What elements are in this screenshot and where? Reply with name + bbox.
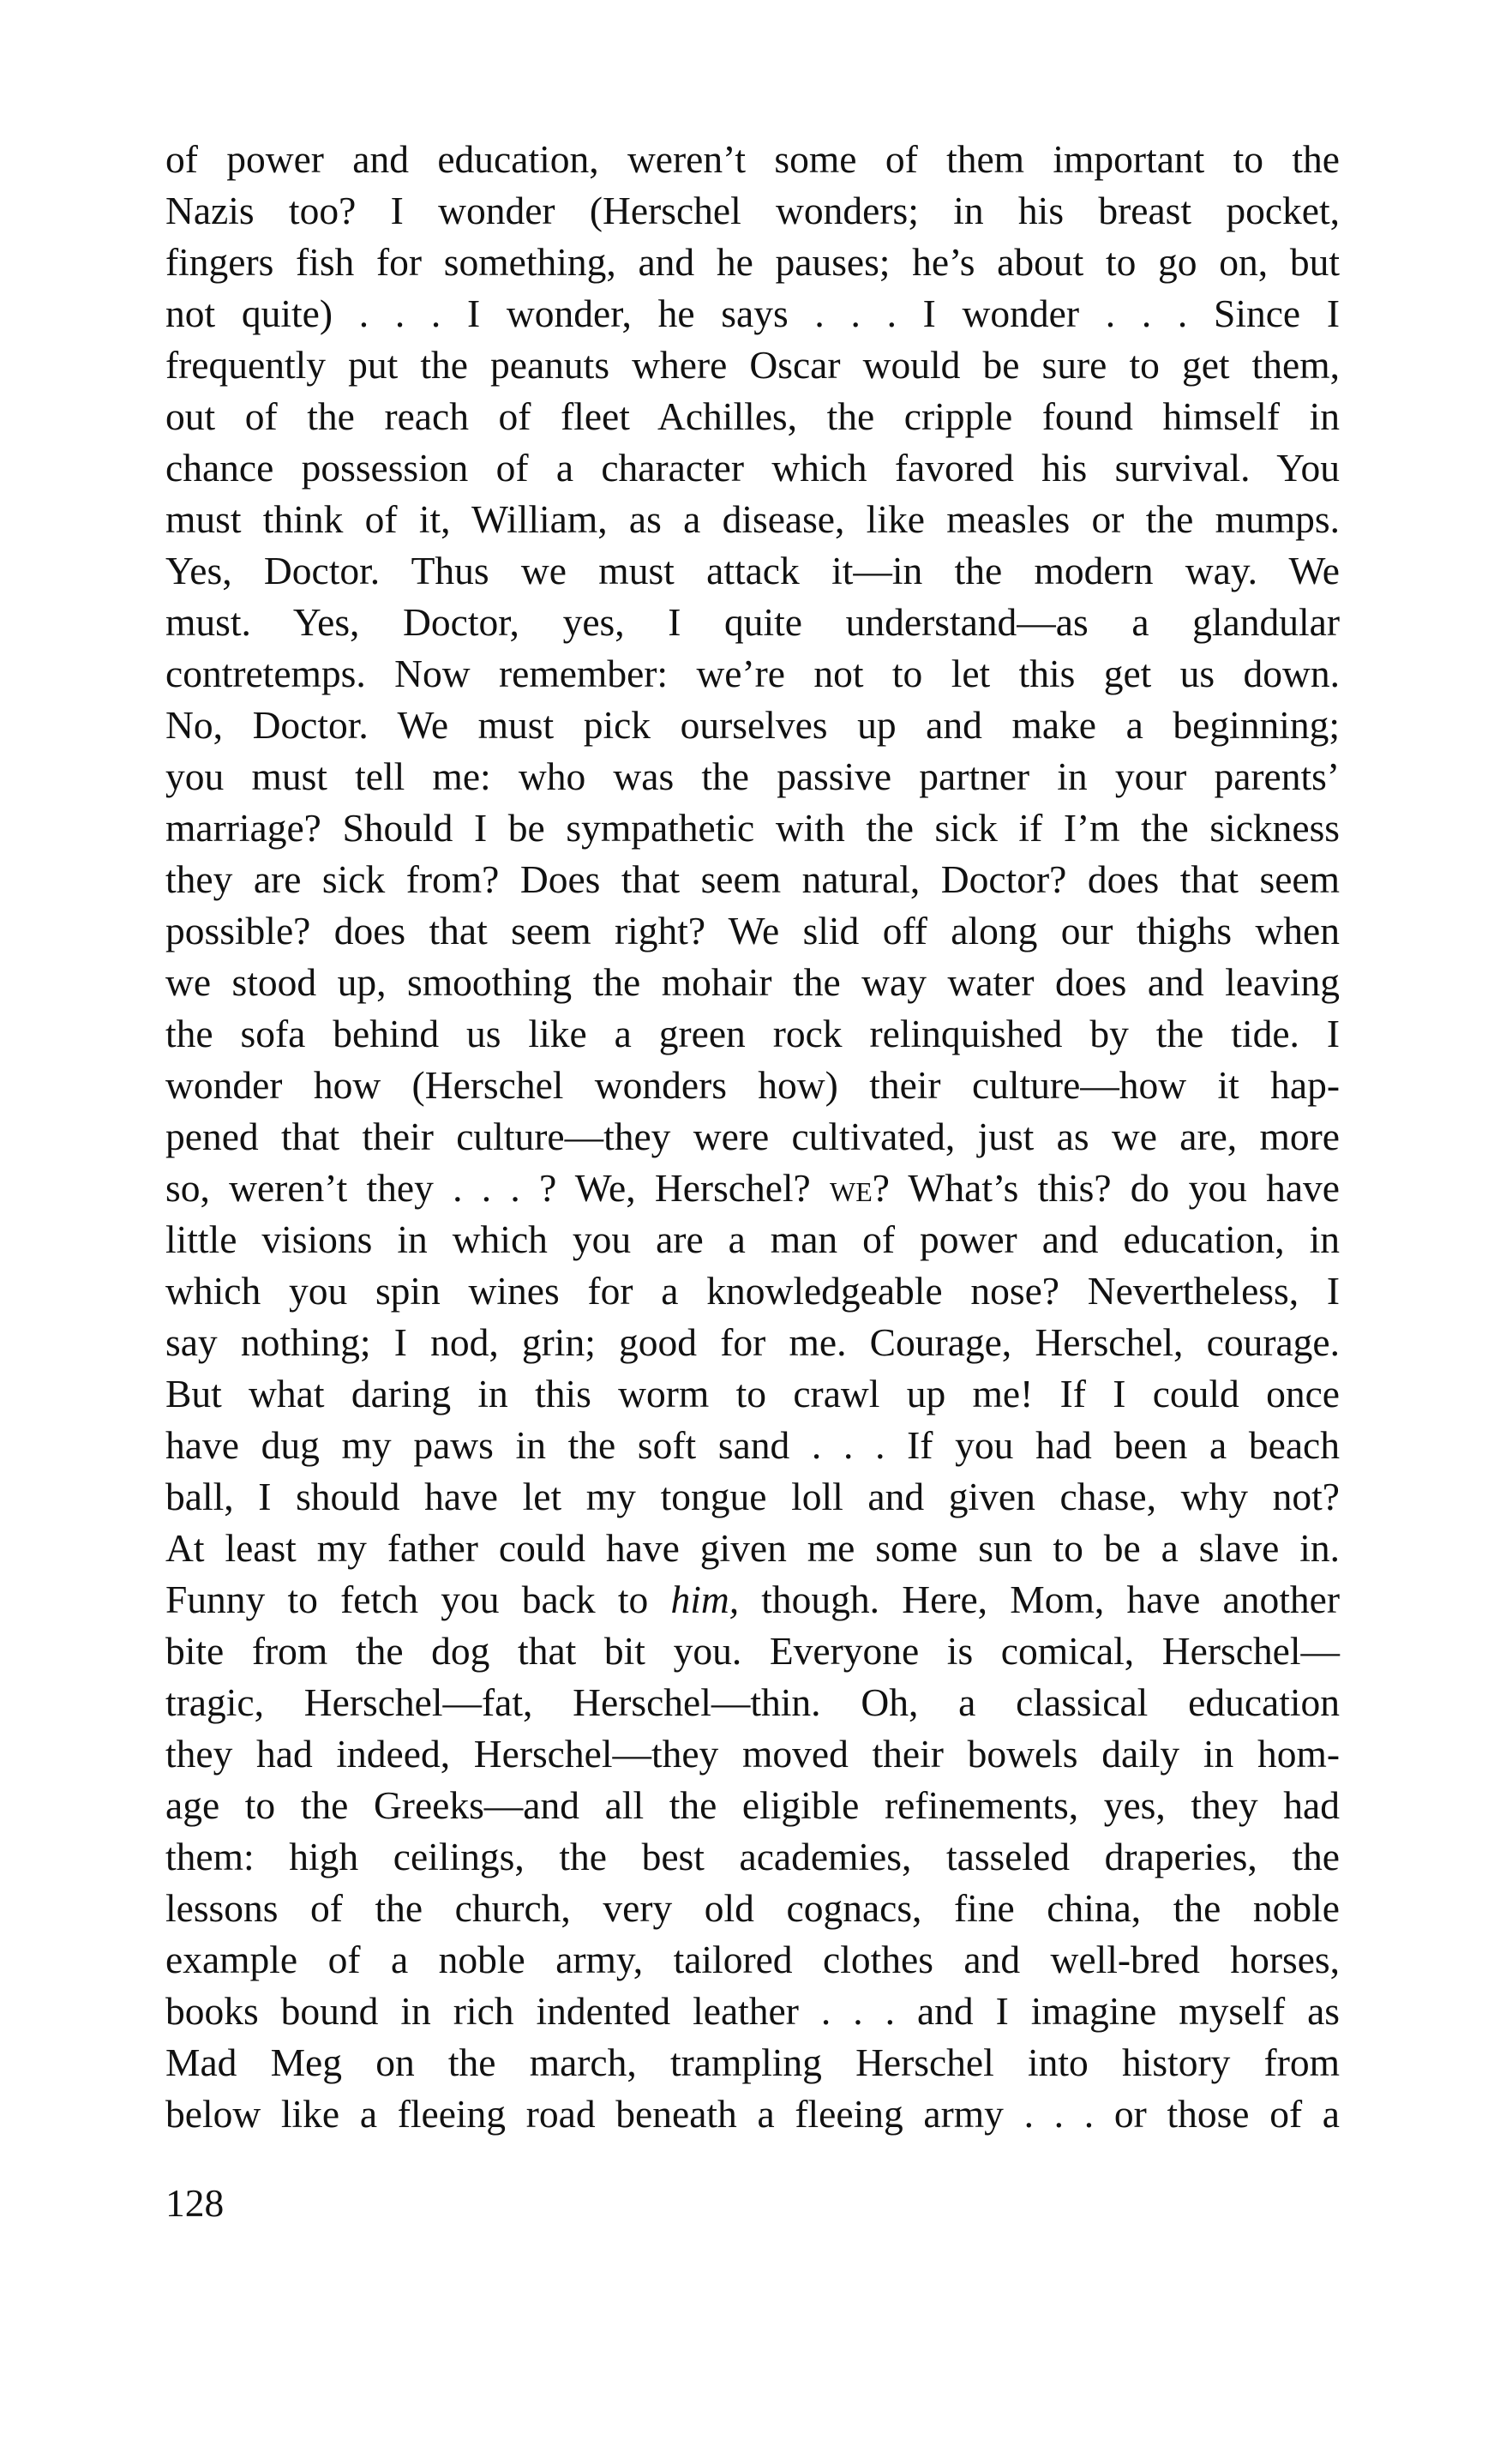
text-line: But what daring in this worm to crawl up me! If I could once — [165, 1372, 1340, 1415]
text-segment: ? What’s this? do you have — [872, 1166, 1340, 1210]
text-line: At least my father could have given me some sun to be a slave in. — [165, 1526, 1340, 1570]
text-line: pened that their culture—they were cultivated, just as we are, more — [165, 1115, 1340, 1158]
text-line: Nazis too? I wonder (Herschel wonders; in his breast pocket, — [165, 189, 1340, 232]
text-line: chance possession of a character which favored his survival. You — [165, 446, 1340, 490]
text-line: which you spin wines for a knowledgeable nose? Nevertheless, I — [165, 1269, 1340, 1313]
smallcaps-we: we — [830, 1166, 873, 1210]
text-line: of power and education, weren’t some of them important to the — [165, 137, 1340, 181]
page-number: 128 — [165, 2181, 225, 2225]
text-line: Mad Meg on the march, trampling Herschel into history from — [165, 2040, 1340, 2084]
text-line: fingers fish for something, and he pauses; he’s about to go on, but — [165, 240, 1340, 284]
text-line: we stood up, smoothing the mohair the way water does and leaving — [165, 960, 1340, 1004]
text-line: have dug my paws in the soft sand . . . If you had been a beach — [165, 1423, 1340, 1467]
text-line: little visions in which you are a man of power and education, in — [165, 1217, 1340, 1261]
text-line: No, Doctor. We must pick ourselves up and make a beginning; — [165, 703, 1340, 747]
text-line: age to the Greeks—and all the eligible refinements, yes, they had — [165, 1783, 1340, 1827]
text-line: example of a noble army, tailored clothes and well-bred horses, — [165, 1938, 1340, 1981]
text-line: Yes, Doctor. Thus we must attack it—in the modern way. We — [165, 549, 1340, 592]
italic-him: him, — [670, 1578, 740, 1621]
text-line: lessons of the church, very old cognacs, fine china, the noble — [165, 1886, 1340, 1930]
text-line-italic — [165, 1574, 1340, 1626]
text-line: they had indeed, Herschel—they moved their bowels daily in hom- — [165, 1732, 1340, 1776]
text-line: tragic, Herschel—fat, Herschel—thin. Oh, a classical education — [165, 1680, 1340, 1724]
text-line: you must tell me: who was the passive partner in your parents’ — [165, 754, 1340, 798]
text-line: possible? does that seem right? We slid off along our thighs when — [165, 909, 1340, 953]
text-segment: so, weren’t they . . . ? We, Herschel? — [165, 1166, 831, 1210]
text-line: frequently put the peanuts where Oscar would be sure to get them, — [165, 343, 1340, 387]
text-line-smallcaps — [165, 1163, 1340, 1214]
text-line: say nothing; I nod, grin; good for me. Courage, Herschel, courage. — [165, 1320, 1340, 1364]
text-line: not quite) . . . I wonder, he says . . . I wonder . . . Since I — [165, 291, 1340, 335]
text-line: the sofa behind us like a green rock relinquished by the tide. I — [165, 1012, 1340, 1055]
text-line: below like a fleeing road beneath a fleeing army . . . or those of a — [165, 2092, 1340, 2136]
text-segment: though. Here, Mom, have another — [739, 1578, 1340, 1621]
text-segment: Funny to fetch you back to — [165, 1578, 671, 1621]
text-line: contretemps. Now remember: we’re not to let this get us down. — [165, 652, 1340, 695]
text-line: must. Yes, Doctor, yes, I quite understand—as a glandular — [165, 600, 1340, 644]
text-line: them: high ceilings, the best academies, tasseled draperies, the — [165, 1835, 1340, 1878]
body-text — [165, 134, 1340, 2140]
text-line: ball, I should have let my tongue loll and given chase, why not? — [165, 1475, 1340, 1518]
text-line: books bound in rich indented leather . . . and I imagine myself as — [165, 1989, 1340, 2033]
text-line: bite from the dog that bit you. Everyone is comical, Herschel— — [165, 1629, 1340, 1673]
text-line: they are sick from? Does that seem natural, Doctor? does that seem — [165, 857, 1340, 901]
text-line: wonder how (Herschel wonders how) their culture—how it hap- — [165, 1063, 1340, 1107]
text-line: marriage? Should I be sympathetic with the sick if I’m the sickness — [165, 806, 1340, 850]
text-line: out of the reach of fleet Achilles, the cripple found himself in — [165, 394, 1340, 438]
text-line: must think of it, William, as a disease, like measles or the mumps. — [165, 497, 1340, 541]
